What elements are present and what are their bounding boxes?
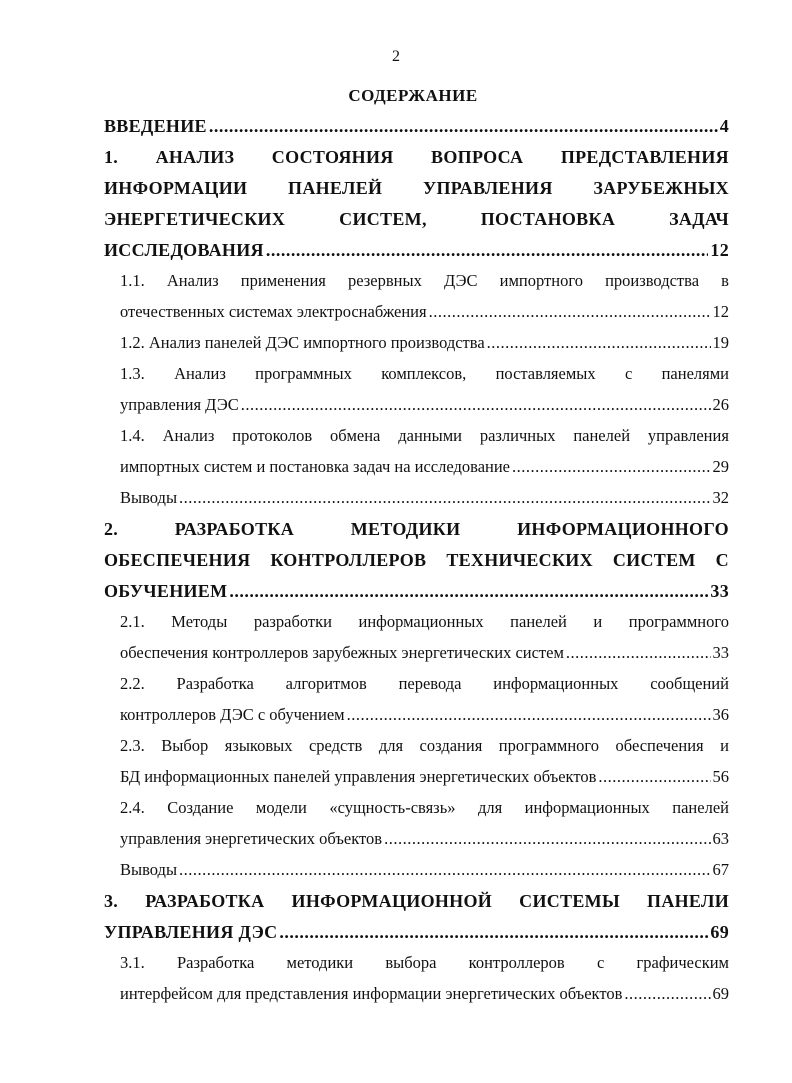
toc-line-last <box>120 829 729 849</box>
page-number: 2 <box>392 48 400 65</box>
toc-word: ПРЕДСТАВЛЕНИЯ <box>560 147 729 167</box>
toc-word: в <box>721 271 729 290</box>
toc-word: 1.3. <box>120 364 145 383</box>
toc-word: 2.1. <box>120 612 145 631</box>
toc-entry-title: Выводы <box>120 860 178 879</box>
toc-word: ВОПРОСА <box>431 147 524 167</box>
dot-leader <box>384 829 710 849</box>
dot-leader <box>266 240 709 261</box>
toc-page-number: 33 <box>712 643 729 662</box>
toc-line <box>120 426 729 446</box>
dot-leader <box>179 860 710 880</box>
toc-line-last <box>120 333 729 353</box>
toc-entry-title: ВВЕДЕНИЕ <box>104 116 207 136</box>
toc-word: ИНФОРМАЦИИ <box>104 178 248 198</box>
toc-word: программного <box>628 612 729 631</box>
toc-word: и <box>720 736 729 755</box>
dot-leader <box>487 333 711 353</box>
toc-word: языковых <box>224 736 293 755</box>
toc-page-number: 12 <box>712 302 729 321</box>
toc-word: 1. <box>104 147 119 167</box>
toc-line-last <box>104 581 729 602</box>
toc-word: ИНФОРМАЦИОННОГО <box>517 519 729 539</box>
toc-word: для <box>477 798 503 817</box>
toc-entry-title: управления ДЭС <box>120 395 239 414</box>
toc-word: ЭНЕРГЕТИЧЕСКИХ <box>104 209 286 229</box>
toc-word: методики <box>286 953 354 972</box>
toc-word: МЕТОДИКИ <box>350 519 461 539</box>
toc-word: АНАЛИЗ <box>155 147 235 167</box>
toc-entry-title: обеспечения контроллеров зарубежных энергетических систем <box>120 643 564 662</box>
toc-word: данными <box>398 426 462 445</box>
toc-page-number: 32 <box>712 488 729 507</box>
toc-word: информационных <box>493 674 619 693</box>
dot-leader <box>347 705 711 725</box>
toc-word: информационных <box>358 612 484 631</box>
toc-page-number: 56 <box>712 767 729 786</box>
dot-leader <box>179 488 710 508</box>
toc-word: перевода <box>398 674 462 693</box>
toc-word: 1.1. <box>120 271 145 290</box>
dot-leader <box>566 643 711 663</box>
toc-word: ОБЕСПЕЧЕНИЯ <box>104 550 251 570</box>
toc-word: Выбор <box>161 736 209 755</box>
toc-word: РАЗРАБОТКА <box>145 891 265 911</box>
toc-word: модели <box>255 798 307 817</box>
toc-page-number: 63 <box>712 829 729 848</box>
toc-line-last <box>104 240 729 261</box>
toc-word: 2.3. <box>120 736 145 755</box>
toc-entry-title: ИССЛЕДОВАНИЯ <box>104 240 264 260</box>
toc-word: графическим <box>636 953 729 972</box>
toc-line-last <box>120 643 729 663</box>
toc-page-number: 12 <box>710 240 729 260</box>
toc-word: и <box>593 612 603 631</box>
toc-line <box>104 550 729 571</box>
toc-word: Методы <box>171 612 228 631</box>
page-title: СОДЕРЖАНИЕ <box>348 86 478 105</box>
dot-leader <box>429 302 711 322</box>
toc-word: поставляемых <box>495 364 596 383</box>
dot-leader <box>241 395 711 415</box>
toc-word: Анализ <box>166 271 219 290</box>
toc-word: СИСТЕМ, <box>339 209 427 229</box>
toc-page-number: 33 <box>710 581 729 601</box>
toc-line-last <box>104 922 729 943</box>
toc-word: с <box>596 953 605 972</box>
toc-line <box>120 612 729 632</box>
toc-entry-title: 1.2. Анализ панелей ДЭС импортного производства <box>120 333 485 352</box>
toc-line-last <box>120 860 729 880</box>
toc-entry-title: БД информационных панелей управления энергетических объектов <box>120 767 597 786</box>
toc-word: СИСТЕМ <box>612 550 696 570</box>
toc-word: различных <box>479 426 556 445</box>
toc-word: выбора <box>385 953 437 972</box>
toc-word: для <box>378 736 404 755</box>
toc-word: 2.4. <box>120 798 145 817</box>
toc-page-number: 69 <box>710 922 729 942</box>
toc-word: резервных <box>348 271 422 290</box>
toc-line-last <box>120 488 729 508</box>
toc-line <box>104 178 729 199</box>
toc-word: 1.4. <box>120 426 145 445</box>
toc-page-number: 67 <box>712 860 729 879</box>
toc-line-last <box>120 984 729 1004</box>
toc-page-number: 69 <box>712 984 729 1003</box>
toc-line-last <box>120 457 729 477</box>
toc-word: комплексов, <box>381 364 467 383</box>
toc-word: разработки <box>253 612 332 631</box>
toc-word: импортного <box>499 271 583 290</box>
toc-word: сообщений <box>650 674 729 693</box>
toc-word: обмена <box>329 426 381 445</box>
toc-page-number: 36 <box>712 705 729 724</box>
toc-word: панелей <box>672 798 729 817</box>
toc-line <box>104 891 729 912</box>
toc-line-last <box>120 705 729 725</box>
toc-word: ЗАДАЧ <box>669 209 729 229</box>
toc-word: Создание <box>167 798 234 817</box>
toc-entry-title: импортных систем и постановка задач на исследование <box>120 457 510 476</box>
toc-page-number: 29 <box>712 457 729 476</box>
toc-word: средств <box>308 736 363 755</box>
toc-line <box>120 736 729 756</box>
dot-leader <box>279 922 708 943</box>
toc-word: РАЗРАБОТКА <box>174 519 295 539</box>
toc-page-number: 4 <box>719 116 729 136</box>
dot-leader <box>209 116 718 137</box>
toc-line <box>120 674 729 694</box>
toc-word: ТЕХНИЧЕСКИХ <box>446 550 593 570</box>
toc-line-last <box>120 395 729 415</box>
toc-entry-title: Выводы <box>120 488 178 507</box>
toc-line <box>104 209 729 230</box>
toc-word: с <box>624 364 633 383</box>
toc-entry-title: контроллеров ДЭС с обучением <box>120 705 345 724</box>
dot-leader <box>512 457 711 477</box>
toc-word: ПАНЕЛИ <box>647 891 729 911</box>
toc-word: производства <box>605 271 700 290</box>
toc-word: ДЭС <box>443 271 478 290</box>
toc-word: программного <box>498 736 600 755</box>
dot-leader <box>229 581 708 602</box>
dot-leader <box>624 984 710 1004</box>
toc-page-number: 19 <box>712 333 729 352</box>
toc-line <box>120 798 729 818</box>
toc-word: Разработка <box>176 674 254 693</box>
toc-word: СИСТЕМЫ <box>519 891 620 911</box>
toc-word: 3.1. <box>120 953 145 972</box>
toc-word: С <box>715 550 729 570</box>
toc-word: применения <box>240 271 326 290</box>
toc-word: 2. <box>104 519 119 539</box>
toc-word: Анализ <box>162 426 215 445</box>
toc-word: алгоритмов <box>285 674 367 693</box>
toc-entry-title: отечественных системах электроснабжения <box>120 302 427 321</box>
toc-word: УПРАВЛЕНИЯ <box>423 178 553 198</box>
toc-line <box>104 519 729 540</box>
toc-word: ЗАРУБЕЖНЫХ <box>593 178 729 198</box>
toc-entry-title: управления энергетических объектов <box>120 829 383 848</box>
toc-word: программных <box>255 364 352 383</box>
toc-line-last <box>104 116 729 137</box>
dot-leader <box>598 767 710 787</box>
toc-word: панелей <box>573 426 631 445</box>
toc-line <box>120 364 729 384</box>
toc-word: КОНТРОЛЛЕРОВ <box>270 550 427 570</box>
toc-word: СОСТОЯНИЯ <box>271 147 394 167</box>
toc-word: ИНФОРМАЦИОННОЙ <box>291 891 493 911</box>
toc-word: контроллеров <box>468 953 565 972</box>
toc-line-last <box>120 302 729 322</box>
toc-word: информационных <box>524 798 650 817</box>
toc-word: панелями <box>661 364 729 383</box>
toc-word: создания <box>419 736 483 755</box>
toc-word: ПАНЕЛЕЙ <box>288 178 383 198</box>
toc-line-last <box>120 767 729 787</box>
toc-line <box>104 147 729 168</box>
toc-word: обеспечения <box>615 736 704 755</box>
toc-word: протоколов <box>232 426 313 445</box>
toc-word: «сущность-связь» <box>329 798 456 817</box>
toc-word: управления <box>647 426 729 445</box>
toc-word: Разработка <box>176 953 255 972</box>
toc-entry-title: интерфейсом для представления информации энергетических объектов <box>120 984 623 1003</box>
toc-word: 3. <box>104 891 119 911</box>
toc-line <box>120 271 729 291</box>
toc-word: ПОСТАНОВКА <box>480 209 616 229</box>
toc-word: Анализ <box>174 364 226 383</box>
toc-page-number: 26 <box>712 395 729 414</box>
toc-word: 2.2. <box>120 674 145 693</box>
toc-entry-title: ОБУЧЕНИЕМ <box>104 581 228 601</box>
toc-line <box>120 953 729 973</box>
toc-word: панелей <box>510 612 567 631</box>
toc-entry-title: УПРАВЛЕНИЯ ДЭС <box>104 922 278 942</box>
